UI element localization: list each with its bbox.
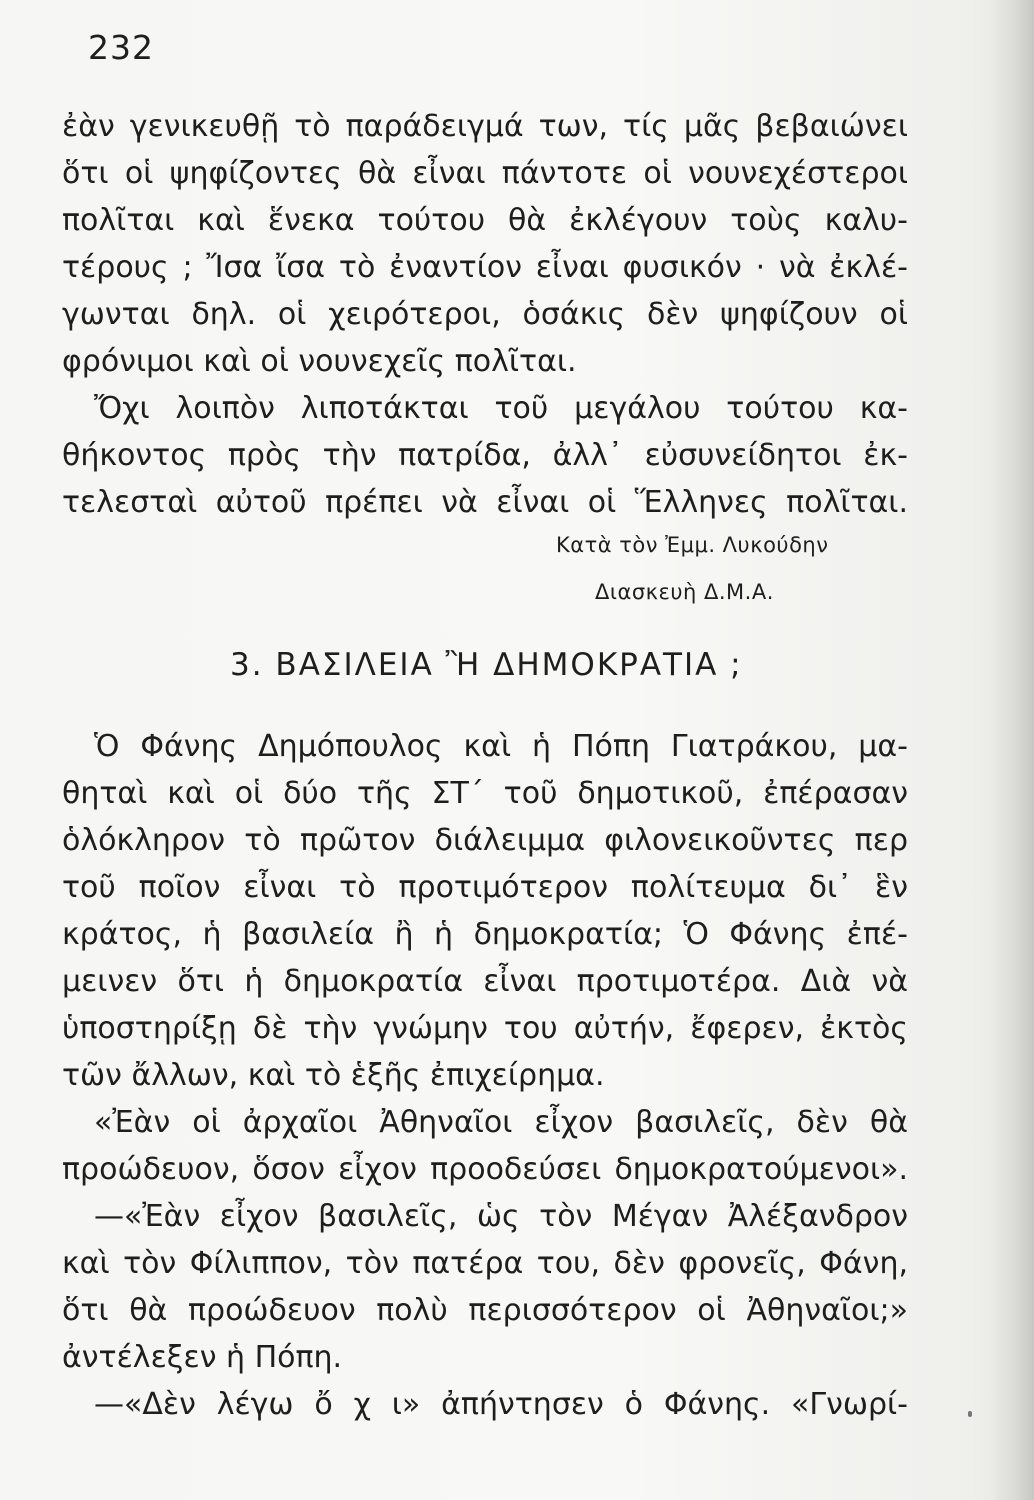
text-line: «Ἐὰν οἱ ἀρχαῖοι Ἀθηναῖοι εἶχον βασιλεῖς, δὲν θὰ bbox=[94, 1105, 908, 1140]
text-line: φρόνιμοι καὶ οἱ νουνεχεῖς πολῖται. bbox=[62, 344, 577, 379]
text-line: κράτος, ἡ βασιλεία ἢ ἡ δημοκρατία; Ὁ Φάνης ἐπέ- bbox=[62, 917, 908, 952]
text-line: προώδευον, ὅσον εἶχον προοδεύσει δημοκρατούμενοι». bbox=[62, 1152, 908, 1187]
text-line: ὅτι θὰ προώδευον πολὺ περισσότερον οἱ Ἀθηναῖοι;» bbox=[62, 1293, 908, 1328]
text-line: ἀντέλεξεν ἡ Πόπη. bbox=[62, 1340, 343, 1375]
text-line: γωνται δηλ. οἱ χειρότεροι, ὁσάκις δὲν ψηφίζουν οἱ bbox=[62, 297, 908, 332]
adaptation-credit: Διασκευὴ Δ.Μ.Α. bbox=[595, 580, 774, 604]
text-line: ἐὰν γενικευθῇ τὸ παράδειγμά των, τίς μᾶς βεβαιώνει bbox=[62, 109, 908, 144]
text-line: Ὄχι λοιπὸν λιποτάκται τοῦ μεγάλου τούτου κα- bbox=[94, 391, 908, 426]
text-line: καὶ τὸν Φίλιππον, τὸν πατέρα του, δὲν φρονεῖς, Φάνη, bbox=[62, 1246, 908, 1281]
text-line: τῶν ἄλλων, καὶ τὸ ἑξῆς ἐπιχείρημα. bbox=[62, 1058, 605, 1093]
text-line: τοῦ ποῖον εἶναι τὸ προτιμότερον πολίτευμα δι᾽ ἓν bbox=[62, 870, 908, 905]
text-line: πολῖται καὶ ἕνεκα τούτου θὰ ἐκλέγουν τοὺς καλυ- bbox=[62, 203, 908, 238]
paper-speck bbox=[968, 1411, 972, 1417]
section-heading: 3. ΒΑΣΙΛΕΙΑ Ἢ ΔΗΜΟΚΡΑΤΙΑ ; bbox=[230, 647, 743, 683]
text-line: τελεσταὶ αὐτοῦ πρέπει νὰ εἶναι οἱ Ἕλληνες πολῖται. bbox=[62, 485, 908, 520]
page-number: 232 bbox=[88, 28, 154, 67]
text-line: ὑποστηρίξῃ δὲ τὴν γνώμην του αὐτήν, ἔφερεν, ἐκτὸς bbox=[62, 1011, 908, 1046]
text-line: θηταὶ καὶ οἱ δύο τῆς ΣΤ΄ τοῦ δημοτικοῦ, ἐπέρασαν bbox=[62, 776, 908, 811]
text-line: —«Δὲν λέγω ὄ χ ι» ἀπήντησεν ὁ Φάνης. «Γνωρί- bbox=[94, 1387, 908, 1422]
text-line: ὅτι οἱ ψηφίζοντες θὰ εἶναι πάντοτε οἱ νουνεχέστεροι bbox=[62, 156, 908, 191]
text-line: τέρους ; Ἴσα ἴσα τὸ ἐναντίον εἶναι φυσικόν · νὰ ἐκλέ- bbox=[62, 250, 908, 285]
text-line: θήκοντος πρὸς τὴν πατρίδα, ἀλλ᾽ εὐσυνείδητοι ἐκ- bbox=[62, 438, 908, 473]
text-line: Ὁ Φάνης Δημόπουλος καὶ ἡ Πόπη Γιατράκου, μα- bbox=[94, 729, 908, 764]
text-line: —«Ἐὰν εἶχον βασιλεῖς, ὡς τὸν Μέγαν Ἀλέξανδρον bbox=[94, 1199, 908, 1234]
author-attribution: Κατὰ τὸν Ἐμμ. Λυκούδην bbox=[556, 533, 829, 557]
page-edge-shadow bbox=[992, 0, 1034, 1500]
text-line: μεινεν ὅτι ἡ δημοκρατία εἶναι προτιμοτέρα. Διὰ νὰ bbox=[62, 964, 908, 999]
text-line: ὁλόκληρον τὸ πρῶτον διάλειμμα φιλονεικοῦντες περ bbox=[62, 823, 908, 858]
